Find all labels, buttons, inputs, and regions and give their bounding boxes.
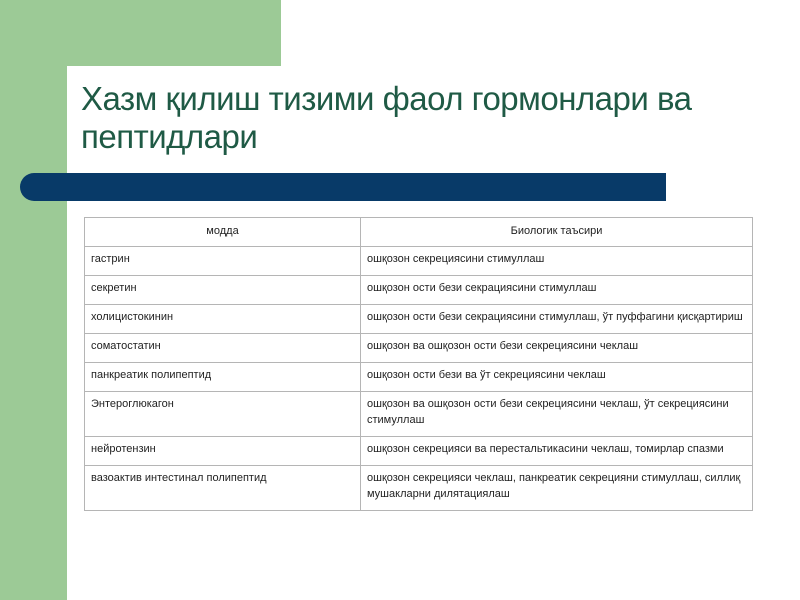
effect-cell: ошқозон ости бези секрациясини стимуллаш, ўт пуффагини қисқартириш bbox=[361, 305, 753, 334]
table-row bbox=[85, 392, 753, 437]
table-row bbox=[85, 247, 753, 276]
effect-cell: ошқозон ости бези секрациясини стимуллаш bbox=[361, 276, 753, 305]
hormones-table bbox=[84, 217, 753, 511]
effect-cell: ошқозон секрециясини стимуллаш bbox=[361, 247, 753, 276]
effect-cell: ошқозон секрецияси чеклаш, панкреатик секрецияни стимуллаш, силлиқ мушакларни дилятациялаш bbox=[361, 466, 753, 511]
effect-cell: ошқозон ости бези ва ўт секрециясини чеклаш bbox=[361, 363, 753, 392]
title-underline-bar bbox=[20, 173, 666, 201]
substance-cell: Энтероглюкагон bbox=[85, 392, 361, 437]
effect-cell: ошқозон секрецияси ва перестальтикасини чеклаш, томирлар спазми bbox=[361, 437, 753, 466]
substance-cell: секретин bbox=[85, 276, 361, 305]
substance-cell: нейротензин bbox=[85, 437, 361, 466]
header-biological-effect: Биологик таъсири bbox=[361, 218, 753, 247]
table-header-row bbox=[85, 218, 753, 247]
slide-title: Хазм қилиш тизими фаол гормонлари ва пептидлари bbox=[81, 80, 692, 155]
table-row bbox=[85, 437, 753, 466]
substance-cell: холицистокинин bbox=[85, 305, 361, 334]
substance-cell: панкреатик полипептид bbox=[85, 363, 361, 392]
effect-cell: ошқозон ва ошқозон ости бези секрециясини чеклаш bbox=[361, 334, 753, 363]
substance-cell: соматостатин bbox=[85, 334, 361, 363]
table-row bbox=[85, 363, 753, 392]
table-row bbox=[85, 334, 753, 363]
table-row bbox=[85, 305, 753, 334]
substance-cell: гастрин bbox=[85, 247, 361, 276]
table-row bbox=[85, 466, 753, 511]
table-row bbox=[85, 276, 753, 305]
header-substance: модда bbox=[85, 218, 361, 247]
effect-cell: ошқозон ва ошқозон ости бези секрециясини чеклаш, ўт секрециясини стимуллаш bbox=[361, 392, 753, 437]
green-left-band bbox=[0, 0, 67, 600]
substance-cell: вазоактив интестинал полипептид bbox=[85, 466, 361, 511]
